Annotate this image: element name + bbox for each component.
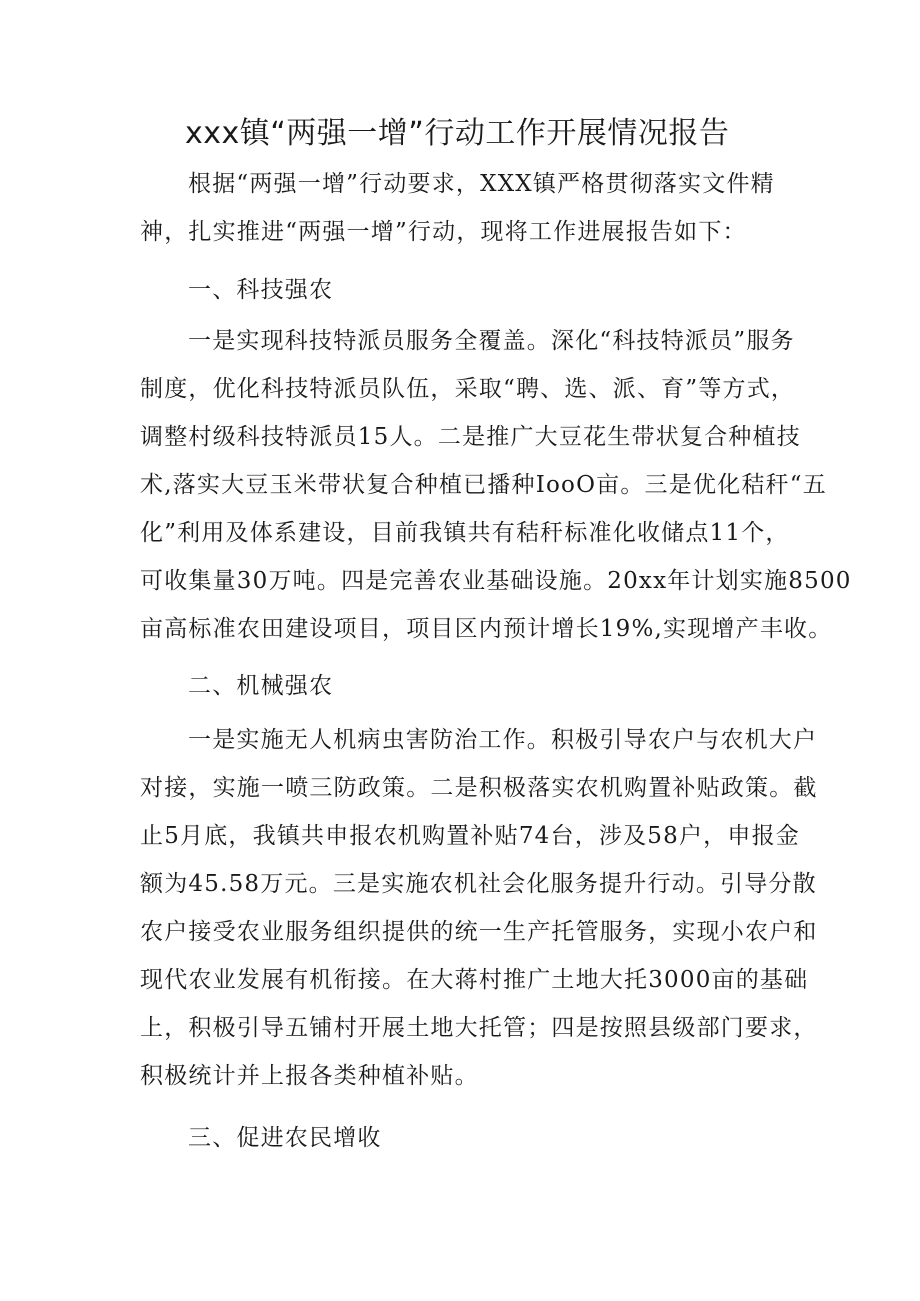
paragraph-line: 现代农业发展有机衔接。在大蒋村推广土地大托3000亩的基础 — [140, 967, 809, 993]
paragraph-line: 术,落实大豆玉米带状复合种植已播种IooO亩。三是优化秸秆“五 — [140, 472, 827, 498]
paragraph-line: 止5月底，我镇共申报农机购置补贴74台，涉及58户，申报金 — [140, 823, 800, 849]
intro-paragraph — [140, 160, 800, 256]
paragraph-line: 神，扎实推进“两强一增”行动，现将工作进展报告如下： — [140, 219, 747, 245]
section-heading-1: 一、科技强农 — [188, 277, 334, 303]
paragraph-line: 额为45.58万元。三是实施农机社会化服务提升行动。引导分散 — [140, 871, 817, 897]
paragraph-line: 上，积极引导五铺村开展土地大托管；四是按照县级部门要求， — [140, 1015, 818, 1041]
paragraph-line: 亩高标准农田建设项目，项目区内预计增长19%,实现增产丰收。 — [140, 616, 833, 642]
page-title: xxx镇“两强一增”行动工作开展情况报告 — [185, 116, 730, 151]
paragraph-line: 对接，实施一喷三防政策。二是积极落实农机购置补贴政策。截 — [140, 775, 818, 801]
section-2-paragraph — [140, 716, 818, 1100]
section-heading-3: 三、促进农民增收 — [188, 1125, 382, 1151]
section-1-paragraph — [140, 317, 852, 653]
paragraph-line: 一是实施无人机病虫害防治工作。积极引导农户与农机大户 — [188, 727, 818, 753]
paragraph-line: 制度，优化科技特派员队伍，采取“聘、选、派、育”等方式， — [140, 376, 796, 402]
paragraph-line: 根据“两强一增”行动要求，XXX镇严格贯彻落实文件精 — [188, 171, 775, 197]
paragraph-line: 可收集量30万吨。四是完善农业基础设施。20xx年计划实施8500 — [140, 568, 852, 594]
paragraph-line: 一是实现科技特派员服务全覆盖。深化“科技特派员”服务 — [188, 328, 795, 354]
paragraph-line: 调整村级科技特派员15人。二是推广大豆花生带状复合种植技 — [140, 424, 801, 450]
section-heading-2: 二、机械强农 — [188, 673, 334, 699]
paragraph-line: 积极统计并上报各类种植补贴。 — [140, 1063, 479, 1089]
paragraph-line: 化”利用及体系建设，目前我镇共有秸秆标准化收储点11个， — [140, 520, 790, 546]
paragraph-line: 农户接受农业服务组织提供的统一生产托管服务，实现小农户和 — [140, 919, 818, 945]
